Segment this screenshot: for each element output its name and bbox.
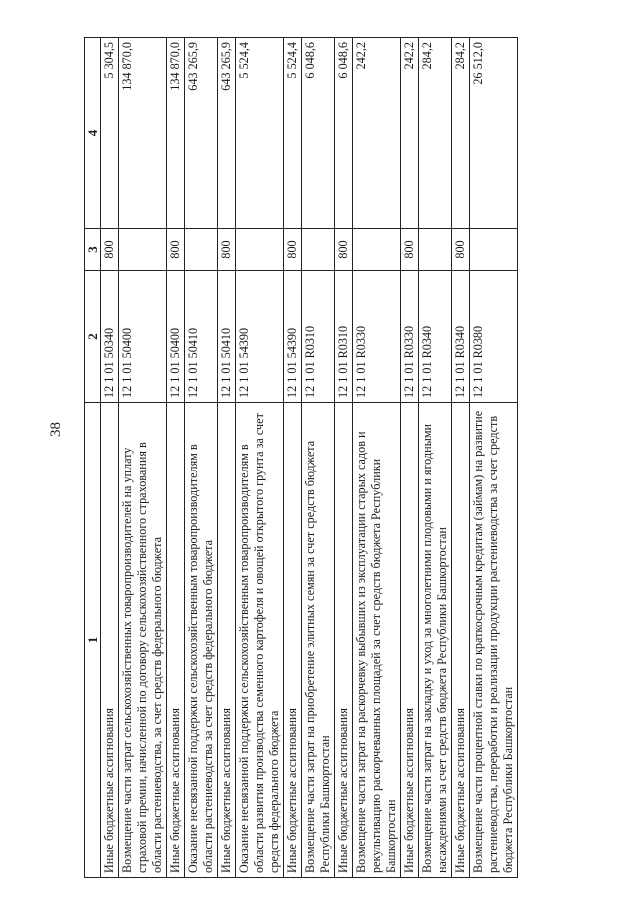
row-type-cell	[419, 229, 452, 271]
row-name-cell: Иные бюджетные ассигнования	[101, 403, 119, 878]
row-type-cell: 800	[167, 229, 185, 271]
row-name-cell: Возмещение части затрат на приобретение элитных семян за счет средств бюджета Республики Башкортостан	[302, 403, 335, 878]
row-name-cell: Оказание несвязанной поддержки сельскохозяйственным товаропроизводителям в области растениеводства за счет средств федерального бюджета	[185, 403, 218, 878]
row-code-cell: 12 1 01 54390	[236, 271, 284, 403]
table-row	[452, 38, 470, 878]
header-col-3: 3	[85, 229, 101, 271]
table-row	[119, 38, 167, 878]
row-code-cell: 12 1 01 R0340	[452, 271, 470, 403]
table-row	[302, 38, 335, 878]
row-amount-cell: 6 048,6	[302, 38, 335, 229]
row-code-cell: 12 1 01 54390	[284, 271, 302, 403]
budget-table	[84, 37, 518, 878]
row-name-cell: Иные бюджетные ассигнования	[401, 403, 419, 878]
row-name-cell: Возмещение части затрат на раскорчевку выбывших из эксплуатации старых садов и рекультивацию раскорчеванных площадей за счет средств бюджета Республики Башкортостан	[353, 403, 401, 878]
row-type-cell	[236, 229, 284, 271]
row-code-cell: 12 1 01 R0310	[302, 271, 335, 403]
row-amount-cell: 6 048,6	[335, 38, 353, 229]
row-type-cell: 800	[401, 229, 419, 271]
header-col-4: 4	[85, 38, 101, 229]
row-code-cell: 12 1 01 R0380	[470, 271, 518, 403]
row-type-cell	[302, 229, 335, 271]
table-row	[185, 38, 218, 878]
row-type-cell	[470, 229, 518, 271]
table-row	[236, 38, 284, 878]
row-name-cell: Оказание несвязанной поддержки сельскохозяйственным товаропроизводителям в области развития производства семенного картофеля и овощей открытого грунта за счет средств федерального бюджета	[236, 403, 284, 878]
row-amount-cell: 242,2	[401, 38, 419, 229]
table-row	[335, 38, 353, 878]
row-amount-cell: 26 512,0	[470, 38, 518, 229]
header-col-1: 1	[85, 403, 101, 878]
row-code-cell: 12 1 01 R0310	[335, 271, 353, 403]
header-col-2: 2	[85, 271, 101, 403]
row-type-cell: 800	[218, 229, 236, 271]
budget-table-rotated	[84, 38, 554, 878]
table-row	[218, 38, 236, 878]
row-code-cell: 12 1 01 50400	[167, 271, 185, 403]
row-amount-cell: 643 265,9	[218, 38, 236, 229]
row-name-cell: Возмещение части процентной ставки по краткосрочным кредитам (займам) на развитие растениеводства, переработки и реализации продукции растениеводства за счет средств бюджета Республики Башкортостан	[470, 403, 518, 878]
row-code-cell: 12 1 01 50410	[218, 271, 236, 403]
row-code-cell: 12 1 01 50400	[119, 271, 167, 403]
header-row	[85, 38, 101, 878]
row-amount-cell: 284,2	[452, 38, 470, 229]
row-amount-cell: 5 524,4	[236, 38, 284, 229]
row-amount-cell: 643 265,9	[185, 38, 218, 229]
row-type-cell: 800	[452, 229, 470, 271]
row-type-cell	[185, 229, 218, 271]
row-type-cell	[353, 229, 401, 271]
row-amount-cell: 134 870,0	[167, 38, 185, 229]
row-type-cell	[119, 229, 167, 271]
table-row	[401, 38, 419, 878]
row-amount-cell: 5 524,4	[284, 38, 302, 229]
table-row	[284, 38, 302, 878]
row-amount-cell: 242,2	[353, 38, 401, 229]
row-code-cell: 12 1 01 R0340	[419, 271, 452, 403]
row-code-cell: 12 1 01 50410	[185, 271, 218, 403]
row-type-cell: 800	[101, 229, 119, 271]
row-name-cell: Иные бюджетные ассигнования	[452, 403, 470, 878]
row-name-cell: Иные бюджетные ассигнования	[167, 403, 185, 878]
table-row	[101, 38, 119, 878]
page-number: 38	[48, 422, 64, 437]
row-amount-cell: 134 870,0	[119, 38, 167, 229]
row-name-cell: Иные бюджетные ассигнования	[284, 403, 302, 878]
table-row	[353, 38, 401, 878]
row-name-cell: Возмещение части затрат сельскохозяйственных товаропроизводителей на уплату страховой премии, начисленной по договору сельскохозяйственного страхования в области растениеводства, за счет средств федерального бюджета	[119, 403, 167, 878]
row-type-cell: 800	[335, 229, 353, 271]
row-code-cell: 12 1 01 50340	[101, 271, 119, 403]
row-type-cell: 800	[284, 229, 302, 271]
row-name-cell: Иные бюджетные ассигнования	[218, 403, 236, 878]
row-name-cell: Иные бюджетные ассигнования	[335, 403, 353, 878]
row-code-cell: 12 1 01 R0330	[401, 271, 419, 403]
row-amount-cell: 5 304,5	[101, 38, 119, 229]
table-row	[419, 38, 452, 878]
row-amount-cell: 284,2	[419, 38, 452, 229]
row-name-cell: Возмещение части затрат на закладку и уход за многолетними плодовыми и ягодными насаждениями за счет средств бюджета Республики Башкортостан	[419, 403, 452, 878]
table-row	[470, 38, 518, 878]
table-row	[167, 38, 185, 878]
row-code-cell: 12 1 01 R0330	[353, 271, 401, 403]
